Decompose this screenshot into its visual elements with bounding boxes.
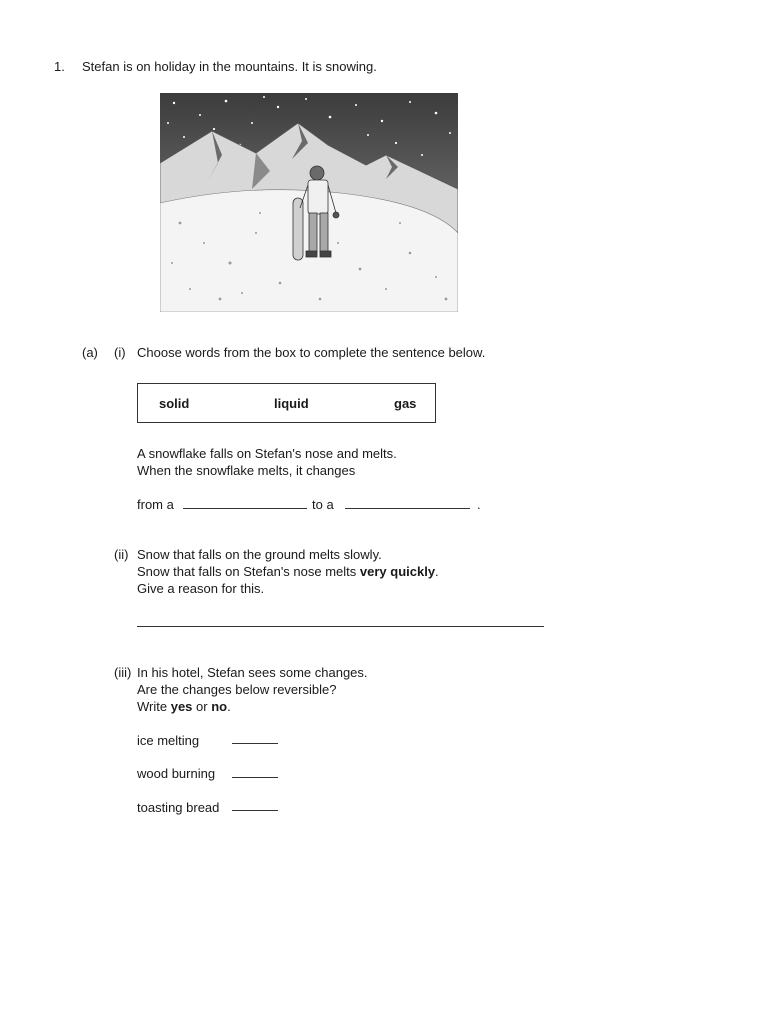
from-answer-line[interactable] [183, 508, 307, 509]
change-item-wood-burning: wood burning [137, 766, 216, 781]
part-ii-emphasis: very quickly [359, 564, 436, 579]
part-i-label: (i) [114, 345, 126, 360]
part-ii-label: (ii) [114, 547, 129, 562]
part-a-label: (a) [82, 345, 98, 360]
question-text: Stefan is on holiday in the mountains. It is snowing. [82, 59, 377, 74]
sentence-end-period: . [477, 497, 481, 512]
no-word: no [211, 699, 228, 714]
reason-answer-line[interactable] [137, 626, 544, 627]
part-ii-line-2 [137, 564, 439, 579]
word-box [137, 383, 436, 423]
yes-word: yes [170, 699, 193, 714]
part-iii-line-3-text: Write [137, 699, 171, 714]
change-item-ice-melting: ice melting [137, 733, 200, 748]
word-solid: solid [159, 396, 190, 411]
change-item-toasting-bread: toasting bread [137, 800, 220, 815]
toasting-bread-answer-line[interactable] [232, 810, 278, 811]
wood-burning-answer-line[interactable] [232, 777, 278, 778]
part-ii-line-2-end: . [435, 564, 439, 579]
word-liquid: liquid [274, 396, 309, 411]
part-ii-line-1: Snow that falls on the ground melts slowly. [137, 547, 382, 562]
snowy-mountain-illustration [160, 93, 458, 312]
from-label: from a [137, 497, 174, 512]
part-iii-line-2: Are the changes below reversible? [137, 682, 337, 697]
part-iii-line-1: In his hotel, Stefan sees some changes. [137, 665, 368, 680]
part-ii-line-2-text: Snow that falls on Stefan's nose melts [137, 564, 360, 579]
sentence-line-2: When the snowflake melts, it changes [137, 463, 356, 478]
to-label: to a [312, 497, 334, 512]
part-ii-line-3: Give a reason for this. [137, 581, 265, 596]
part-iii-label: (iii) [114, 665, 132, 680]
sentence-line-1: A snowflake falls on Stefan's nose and melts. [137, 446, 397, 461]
ice-melting-answer-line[interactable] [232, 743, 278, 744]
part-i-instruction: Choose words from the box to complete the sentence below. [137, 345, 486, 360]
part-iii-line-3 [137, 699, 231, 714]
word-gas: gas [394, 396, 417, 411]
part-iii-or: or [192, 699, 212, 714]
to-answer-line[interactable] [345, 508, 470, 509]
question-number: 1. [54, 59, 65, 74]
part-iii-line-3-end: . [227, 699, 231, 714]
